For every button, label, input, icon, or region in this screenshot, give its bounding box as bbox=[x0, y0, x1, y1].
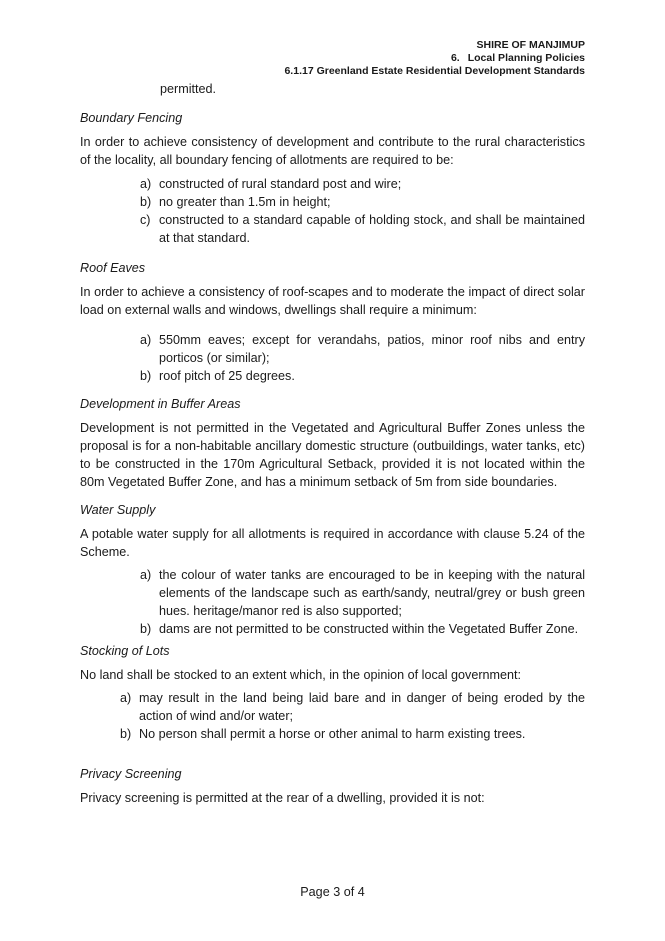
list-item-text: may result in the land being laid bare and in danger of being eroded by the action of wind and/or water; bbox=[139, 691, 585, 723]
page-footer: Page 3 of 4 bbox=[300, 885, 365, 899]
document-body bbox=[80, 80, 585, 807]
list-item bbox=[80, 175, 585, 193]
roof-eaves-heading: Roof Eaves bbox=[80, 261, 146, 275]
continuation-text: permitted. bbox=[160, 82, 216, 96]
list-item-text: constructed to a standard capable of holding stock, and shall be maintained at that standard. bbox=[159, 213, 585, 245]
list-marker: a) bbox=[120, 691, 132, 705]
list-item-text: No person shall permit a horse or other animal to harm existing trees. bbox=[139, 727, 526, 741]
list-marker: c) bbox=[140, 213, 151, 227]
list-item-text: the colour of water tanks are encouraged to be in keeping with the natural elements of the landscape such as earth/sandy, neutral/grey or bush green hues. heritage/manor red is also supported; bbox=[159, 568, 585, 618]
buffer-areas-text: Development is not permitted in the Vegetated and Agricultural Buffer Zones unless the proposal is for a non-habitable ancillary domestic structure (outbuildings, water tanks, etc) to be constructed in the 170m Agricultural Setback, provided it is not located within the 80m Vegetated Buffer Zone, and has a minimum setback of 5m from side boundaries. bbox=[80, 421, 585, 489]
page-header bbox=[284, 39, 585, 78]
list-marker: b) bbox=[140, 622, 152, 636]
buffer-areas-heading: Development in Buffer Areas bbox=[80, 397, 241, 411]
water-supply-intro: A potable water supply for all allotments is required in accordance with clause 5.24 of the Scheme. bbox=[80, 527, 585, 559]
header-section-title: Local Planning Policies bbox=[467, 52, 585, 64]
list-item bbox=[80, 331, 585, 367]
list-item-text: 550mm eaves; except for verandahs, patios, minor roof nibs and entry porticos (or similar); bbox=[159, 333, 585, 365]
boundary-fencing-heading: Boundary Fencing bbox=[80, 111, 183, 125]
stocking-heading: Stocking of Lots bbox=[80, 644, 170, 658]
privacy-screening-intro: Privacy screening is permitted at the rear of a dwelling, provided it is not: bbox=[80, 791, 485, 805]
water-supply-list bbox=[80, 566, 585, 638]
boundary-fencing-intro: In order to achieve consistency of development and contribute to the rural characteristics of the locality, all boundary fencing of allotments are required to be: bbox=[80, 135, 585, 167]
list-item bbox=[80, 689, 585, 725]
privacy-screening-heading: Privacy Screening bbox=[80, 767, 182, 781]
roof-eaves-intro: In order to achieve a consistency of roof-scapes and to moderate the impact of direct solar load on external walls and windows, dwellings shall require a minimum: bbox=[80, 285, 585, 317]
stocking-list bbox=[80, 689, 585, 743]
boundary-fencing-list bbox=[80, 175, 585, 247]
list-item-text: no greater than 1.5m in height; bbox=[159, 195, 331, 209]
list-item bbox=[80, 193, 585, 211]
list-item bbox=[80, 566, 585, 620]
stocking-intro: No land shall be stocked to an extent which, in the opinion of local government: bbox=[80, 668, 522, 682]
list-item bbox=[80, 725, 585, 743]
list-marker: a) bbox=[140, 333, 152, 347]
list-item bbox=[80, 620, 585, 638]
header-section bbox=[284, 52, 585, 65]
roof-eaves-list bbox=[80, 331, 585, 385]
list-item-text: roof pitch of 25 degrees. bbox=[159, 369, 295, 383]
list-marker: b) bbox=[140, 369, 152, 383]
header-org: SHIRE OF MANJIMUP bbox=[476, 39, 585, 51]
list-item bbox=[80, 367, 585, 385]
list-marker: a) bbox=[140, 177, 152, 191]
header-section-number: 6. bbox=[450, 52, 460, 64]
header-policy: 6.1.17 Greenland Estate Residential Development Standards bbox=[284, 65, 585, 77]
list-marker: b) bbox=[140, 195, 152, 209]
list-item bbox=[80, 211, 585, 247]
list-item-text: dams are not permitted to be constructed within the Vegetated Buffer Zone. bbox=[159, 622, 579, 636]
list-marker: a) bbox=[140, 568, 152, 582]
list-item-text: constructed of rural standard post and wire; bbox=[159, 177, 402, 191]
water-supply-heading: Water Supply bbox=[80, 503, 156, 517]
list-marker: b) bbox=[120, 727, 132, 741]
